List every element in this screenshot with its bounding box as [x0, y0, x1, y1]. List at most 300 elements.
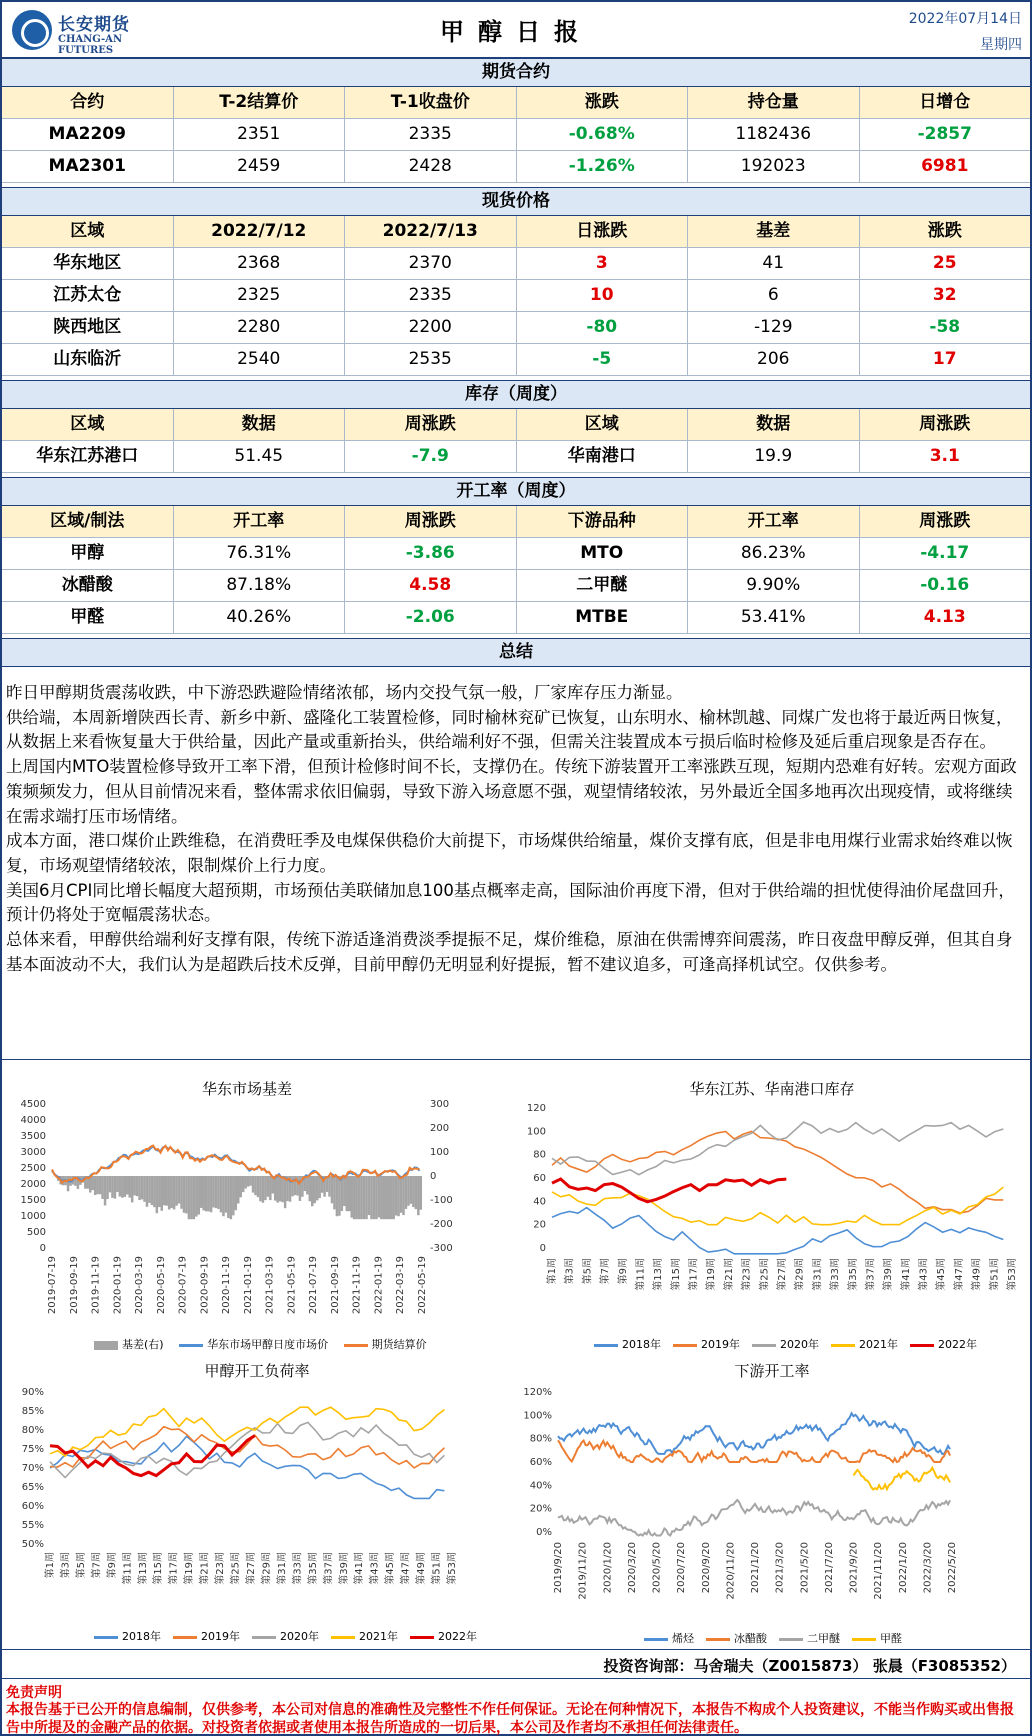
- chart-basis-bar: [259, 1176, 262, 1201]
- futures-row: [2, 151, 1030, 183]
- operating-cell: -4.17: [920, 543, 970, 563]
- summary-paragraph: 成本方面，港口煤价止跌维稳，在消费旺季及电煤保供稳价大前提下，市场煤供给缩量，煤价支撑有底，但是非电用煤行业需求始终难以恢复，市场观望情绪较浓，限制煤价上行力度。: [6, 831, 1013, 875]
- chart-basis-bar: [412, 1176, 415, 1207]
- chart-downstream-y-tick: 20%: [529, 1503, 552, 1515]
- chart-basis-bar: [106, 1176, 109, 1199]
- spot-cell: -80: [517, 312, 689, 343]
- chart-inventory-line: [552, 1187, 1003, 1225]
- chart-basis-y2-tick: -300: [430, 1243, 453, 1254]
- futures-header-cell: 合约: [2, 87, 174, 118]
- chart-basis-y2-tick: 100: [430, 1147, 450, 1158]
- chart-basis-y2-tick: 200: [430, 1123, 450, 1134]
- chart-methanol-x-tick: 第35周: [307, 1552, 319, 1585]
- operating-cell: 76.31%: [174, 538, 346, 569]
- chart-basis-bar: [126, 1176, 129, 1194]
- chart-basis-bar: [215, 1176, 218, 1208]
- disclaimer-title: 免责声明: [6, 1685, 62, 1701]
- spot-cell: 17: [932, 349, 957, 369]
- chart-basis-bar: [183, 1176, 186, 1213]
- futures-cell: -1.26%: [517, 151, 689, 182]
- chart-basis-svg: [12, 1098, 482, 1328]
- chart-basis-bar: [395, 1176, 398, 1216]
- chart-methanol-x-tick: 第7周: [91, 1552, 103, 1579]
- chart-downstream-line: [854, 1468, 951, 1490]
- chart-basis-x-tick: 2019-07-19: [47, 1256, 58, 1315]
- legend-swatch: [831, 1344, 855, 1347]
- chart-downstream-y-tick: 40%: [529, 1480, 552, 1492]
- chart-methanol-x-tick: 第5周: [75, 1552, 87, 1579]
- chart-basis-x-tick: 2021-01-19: [242, 1256, 254, 1315]
- chart-basis-bar: [365, 1176, 368, 1219]
- chart-basis-bar: [420, 1176, 423, 1210]
- chart-methanol-x-tick: 第9周: [106, 1552, 118, 1579]
- chart-basis-bar: [178, 1176, 181, 1204]
- chart-basis-bar: [151, 1176, 154, 1205]
- spot-cell: 25: [932, 253, 957, 273]
- spot-cell: 山东临沂: [2, 344, 174, 375]
- chart-basis-bar: [114, 1176, 117, 1199]
- chart-basis-bar: [138, 1176, 141, 1200]
- chart-downstream-x-tick: 2022/1/20: [897, 1542, 909, 1594]
- report-header: [2, 2, 1030, 58]
- report-date: 2022年07月14日: [908, 11, 1022, 27]
- chart-basis-bar: [341, 1176, 344, 1211]
- chart-methanol-x-tick: 第41周: [354, 1552, 366, 1585]
- spot-header-cell: 2022/7/12: [174, 216, 346, 247]
- disclaimer-body: 本报告基于已公开的信息编制，仅供参考，本公司对信息的准确性及完整性不作任何保证。无论在何种情况下，本报告不构成个人投资建议，不能当作购买或出售报告中所提及的金融产品的依据。对投资者依据或者使用本报告所造成的一切后果，本公司及作者均不承担任何法律责任。: [6, 1702, 1014, 1736]
- summary-paragraph: 供给端，本周新增陕西长青、新乡中新、盛隆化工装置检修，同时榆林兖矿已恢复，山东明水、榆林凯越、同煤广发也将于最近两日恢复，从数据上来看恢复量大于供给量，因此产量或重新抬头，供给端利好不强，但需关注装置成本亏损后临时检修及延后重启现象是否存在。: [6, 707, 1013, 752]
- c4-legend-item: 烯烃: [672, 1632, 694, 1645]
- spot-cell: 41: [688, 248, 860, 279]
- chart-inventory-x-tick: 第19周: [706, 1258, 718, 1291]
- operating-cell: 53.41%: [688, 602, 860, 633]
- chart-inventory-line: [552, 1179, 786, 1202]
- chart-basis-bar: [128, 1176, 131, 1198]
- chart-basis-bar: [156, 1176, 159, 1213]
- chart-methanol-x-tick: 第45周: [385, 1552, 397, 1585]
- c3-legend-item: 2018年: [122, 1630, 161, 1643]
- chart-basis-bar: [370, 1176, 373, 1219]
- chart-downstream-x-tick: 2019/9/20: [553, 1542, 564, 1594]
- chart-basis-y-tick: 3500: [20, 1131, 46, 1142]
- chart-inventory-y-tick: 100: [526, 1126, 546, 1138]
- chart-basis-bar: [331, 1176, 334, 1203]
- inventory-cell: 华南港口: [517, 441, 689, 472]
- operating-cell: MTBE: [517, 602, 689, 633]
- chart-basis-bar: [279, 1176, 282, 1201]
- chart-basis-x-tick: 2020-11-19: [221, 1256, 233, 1315]
- chart-methanol-x-tick: 第31周: [276, 1552, 288, 1585]
- chart-basis-bar: [410, 1176, 413, 1204]
- chart-basis-x-tick: 2019-09-19: [68, 1256, 80, 1315]
- chart-methanol-x-tick: 第33周: [292, 1552, 304, 1585]
- chart-inventory-x-tick: 第31周: [812, 1258, 824, 1291]
- chart-basis-bar: [163, 1176, 166, 1205]
- chart-downstream-rate-legend: [632, 1630, 902, 1646]
- chart-methanol-x-tick: 第29周: [261, 1552, 273, 1585]
- chart-basis-y-tick: 1000: [20, 1211, 46, 1222]
- chart-basis-bar: [131, 1176, 134, 1202]
- chart-inventory-x-tick: 第45周: [936, 1258, 948, 1291]
- chart-basis-bar: [402, 1176, 405, 1215]
- chart-basis-bar: [311, 1176, 314, 1206]
- chart-downstream-x-tick: 2020/5/20: [651, 1542, 663, 1594]
- chart-basis-x-tick: 2021-05-19: [286, 1256, 298, 1315]
- chart-methanol-y-tick: 55%: [21, 1520, 44, 1531]
- c2-legend-item: 2021年: [859, 1338, 898, 1351]
- chart-inventory-x-tick: 第11周: [635, 1258, 647, 1291]
- operating-header-row: [2, 506, 1030, 538]
- legend-futures: 期货结算价: [371, 1338, 427, 1351]
- chart-basis-bar: [217, 1176, 220, 1209]
- chart-basis-bar: [237, 1176, 240, 1203]
- inventory-header-cell: 区域: [517, 409, 689, 440]
- spot-cell: 3: [517, 248, 689, 279]
- chart-basis-bar: [368, 1176, 371, 1215]
- chart-basis-bar: [205, 1176, 208, 1211]
- chart-basis-bar: [188, 1176, 191, 1219]
- c3-legend-item: 2022年: [438, 1630, 477, 1643]
- chart-basis-bar: [343, 1176, 346, 1206]
- spot-cell: -58: [929, 317, 961, 337]
- chart-methanol-x-tick: 第53周: [447, 1552, 458, 1585]
- chart-inventory-line: [552, 1208, 1003, 1254]
- chart-inventory-y-tick: 60: [533, 1173, 546, 1184]
- chart-basis-bar: [153, 1176, 156, 1207]
- chart-basis-bar: [407, 1176, 410, 1206]
- chart-basis-y2-tick: 0: [430, 1171, 437, 1182]
- chart-basis-bar: [225, 1176, 228, 1213]
- chart-basis-y2-tick: 300: [430, 1099, 450, 1110]
- chart-downstream-line: [558, 1500, 950, 1535]
- spot-cell: 10: [517, 280, 689, 311]
- chart-inventory-x-tick: 第41周: [900, 1258, 912, 1291]
- chart-basis-bar: [116, 1176, 119, 1192]
- chart-methanol-x-tick: 第27周: [246, 1552, 257, 1585]
- chart-basis-x-tick: 2020-01-19: [112, 1256, 124, 1315]
- inventory-cell: 华东江苏港口: [2, 441, 174, 472]
- operating-header-cell: 下游品种: [517, 506, 689, 537]
- operating-row: [2, 538, 1030, 570]
- chart-downstream-x-tick: 2020/11/20: [725, 1542, 737, 1600]
- spot-cell: 2335: [345, 280, 517, 311]
- futures-cell: 2428: [345, 151, 517, 182]
- chart-inventory-line: [552, 1122, 1003, 1175]
- chart-basis-legend: [82, 1336, 427, 1352]
- c3-legend-item: 2021年: [359, 1630, 398, 1643]
- chart-basis-bar: [316, 1176, 319, 1200]
- chart-downstream-x-tick: 2021/5/20: [799, 1542, 811, 1594]
- chart-basis-bar: [168, 1176, 171, 1210]
- futures-header-row: [2, 87, 1030, 119]
- chart-basis-bar: [161, 1176, 164, 1211]
- chart-methanol-line: [50, 1436, 444, 1498]
- futures-cell: -2857: [917, 124, 972, 144]
- chart-basis-bar: [96, 1176, 99, 1194]
- legend-swatch: [94, 1636, 118, 1639]
- chart-inventory-x-tick: 第39周: [883, 1258, 895, 1291]
- chart-basis-bar: [333, 1176, 336, 1209]
- chart-inventory-x-tick: 第17周: [688, 1258, 700, 1291]
- chart-basis-bar: [257, 1176, 260, 1197]
- chart-basis-x-tick: 2019-11-19: [90, 1256, 102, 1315]
- operating-row: [2, 570, 1030, 602]
- chart-methanol-x-tick: 第39周: [338, 1552, 350, 1585]
- legend-basis: 基差(右): [122, 1338, 164, 1351]
- futures-cell: -0.68%: [517, 119, 689, 150]
- operating-cell: 冰醋酸: [2, 570, 174, 601]
- legend-swatch: [644, 1638, 668, 1641]
- report-weekday: 星期四: [980, 37, 1022, 53]
- chart-basis-bar: [180, 1176, 183, 1209]
- chart-methanol-x-tick: 第3周: [60, 1552, 72, 1579]
- c2-legend-item: 2020年: [780, 1338, 819, 1351]
- inventory-cell: 51.45: [174, 441, 346, 472]
- spot-cell: 2540: [174, 344, 346, 375]
- chart-downstream-x-tick: 2020/9/20: [700, 1542, 712, 1594]
- chart-basis-bar: [94, 1176, 97, 1195]
- operating-band: 开工率（周度）: [2, 477, 1030, 506]
- operating-header-cell: 周涨跌: [919, 511, 971, 531]
- operating-cell: 87.18%: [174, 570, 346, 601]
- chart-basis-bar: [148, 1176, 151, 1203]
- chart-basis-bar: [291, 1176, 294, 1196]
- chart-basis-y2-tick: -200: [430, 1219, 453, 1230]
- chart-methanol-x-tick: 第23周: [215, 1552, 227, 1585]
- chart-basis-bar: [373, 1176, 376, 1219]
- chart-downstream-x-tick: 2021/7/20: [823, 1542, 835, 1594]
- legend-swatch: [410, 1636, 434, 1639]
- chart-basis-bar: [111, 1176, 114, 1198]
- chart-downstream-x-tick: 2021/9/20: [848, 1542, 860, 1594]
- chart-basis-bar: [67, 1176, 70, 1191]
- chart-methanol-x-tick: 第19周: [184, 1552, 196, 1585]
- chart-basis-bar: [360, 1176, 363, 1219]
- chart-downstream-x-tick: 2019/11/20: [577, 1542, 589, 1600]
- chart-basis-y-tick: 2500: [20, 1163, 46, 1174]
- chart-basis-bar: [232, 1176, 235, 1215]
- operating-cell: 9.90%: [688, 570, 860, 601]
- legend-swatch: [594, 1344, 618, 1347]
- chart-basis-bar: [173, 1176, 176, 1209]
- chart-basis-x-tick: 2021-03-19: [264, 1256, 276, 1315]
- c2-legend-item: 2018年: [622, 1338, 661, 1351]
- inventory-cell: 3.1: [929, 446, 960, 466]
- chart-basis-bar: [380, 1176, 383, 1219]
- operating-cell: MTO: [517, 538, 689, 569]
- chart-basis-bar: [355, 1176, 358, 1219]
- chart-basis-x-tick: 2020-03-19: [134, 1256, 146, 1315]
- chart-methanol-rate-title: 甲醇开工负荷率: [204, 1362, 310, 1380]
- chart-downstream-y-tick: 120%: [523, 1387, 552, 1398]
- chart-inventory-svg: [522, 1098, 1022, 1328]
- futures-band: 期货合约: [2, 58, 1030, 87]
- chart-basis-bar: [124, 1176, 127, 1197]
- chart-basis-bar: [239, 1176, 242, 1197]
- chart-basis-bar: [244, 1176, 247, 1189]
- chart-methanol-rate-svg: [12, 1382, 502, 1622]
- chart-inventory-x-tick: 第47周: [953, 1258, 965, 1291]
- chart-basis-bar: [276, 1176, 279, 1203]
- chart-basis-bar: [170, 1176, 173, 1208]
- footer-divider: [2, 1649, 1030, 1650]
- chart-basis-bar: [338, 1176, 341, 1216]
- report-title: 甲醇日报: [440, 18, 592, 46]
- chart-basis-bar: [220, 1176, 223, 1212]
- chart-methanol-y-tick: 80%: [21, 1425, 44, 1436]
- chart-methanol-y-tick: 50%: [21, 1539, 44, 1550]
- chart-inventory: [522, 1078, 1022, 1358]
- legend-swatch: [706, 1638, 730, 1641]
- chart-basis-y-tick: 4500: [20, 1099, 46, 1110]
- chart-methanol-line: [50, 1407, 444, 1456]
- chart-basis-bar: [242, 1176, 245, 1192]
- chart-basis-bar: [254, 1176, 257, 1195]
- chart-basis-bar: [207, 1176, 210, 1211]
- chart-basis-x-tick: 2022-05-19: [417, 1256, 428, 1315]
- chart-methanol-x-tick: 第21周: [199, 1552, 211, 1585]
- chart-basis-bar: [309, 1176, 312, 1201]
- legend-swatch: [252, 1636, 276, 1639]
- chart-inventory-x-tick: 第27周: [777, 1258, 788, 1291]
- chart-methanol-rate-legend: [82, 1628, 477, 1644]
- operating-header-cell: 区域/制法: [2, 506, 174, 537]
- operating-header-cell: 开工率: [174, 506, 346, 537]
- chart-inventory-x-tick: 第37周: [865, 1258, 877, 1291]
- chart-downstream-y-tick: 80%: [529, 1433, 552, 1445]
- chart-inventory-x-tick: 第15周: [670, 1258, 682, 1291]
- chart-downstream-y-tick: 60%: [529, 1457, 552, 1468]
- c2-legend-item: 2022年: [938, 1338, 977, 1351]
- operating-header-cell: 周涨跌: [345, 506, 517, 537]
- c3-legend-item: 2020年: [280, 1630, 319, 1643]
- spot-cell: 2535: [345, 344, 517, 375]
- futures-cell: MA2209: [2, 119, 174, 150]
- chart-basis-bar: [141, 1176, 144, 1199]
- operating-cell: 4.13: [923, 607, 966, 627]
- inventory-header-cell: 数据: [688, 409, 860, 440]
- chart-basis-bar: [390, 1176, 393, 1219]
- chart-methanol-x-tick: 第51周: [431, 1552, 443, 1585]
- c4-legend-item: 甲醛: [880, 1632, 902, 1645]
- chart-basis-bar: [247, 1176, 250, 1187]
- inventory-row: [2, 441, 1030, 473]
- spot-cell: 2200: [345, 312, 517, 343]
- chart-basis-bar: [336, 1176, 339, 1216]
- spot-row: [2, 344, 1030, 376]
- chart-downstream-x-tick: 2020/7/20: [676, 1542, 688, 1594]
- chart-inventory-x-tick: 第25周: [759, 1258, 771, 1291]
- futures-cell: 192023: [688, 151, 860, 182]
- futures-row: [2, 119, 1030, 151]
- chart-basis-bar: [387, 1176, 390, 1219]
- chart-inventory-x-tick: 第13周: [653, 1258, 665, 1291]
- chart-basis-bar: [417, 1176, 420, 1215]
- chart-downstream-rate-svg: [522, 1382, 1022, 1622]
- spot-header-cell: 涨跌: [927, 221, 962, 241]
- chart-basis-bar: [104, 1176, 107, 1205]
- operating-cell: 二甲醚: [517, 570, 689, 601]
- chart-basis-bar: [269, 1176, 272, 1200]
- chart-downstream-x-tick: 2021/1/20: [750, 1542, 761, 1594]
- legend-swatch: [673, 1344, 697, 1347]
- chart-downstream-x-tick: 2020/3/20: [626, 1542, 638, 1594]
- operating-cell: -2.06: [345, 602, 517, 633]
- chart-basis-y2-tick: -100: [430, 1195, 453, 1206]
- chart-basis-bar: [378, 1176, 381, 1217]
- chart-downstream-x-tick: 2022/3/20: [922, 1542, 934, 1594]
- futures-header-cell: T-1收盘价: [345, 87, 517, 118]
- chart-downstream-rate-title: 下游开工率: [734, 1362, 810, 1380]
- spot-band: 现货价格: [2, 187, 1030, 216]
- chart-inventory-legend: [582, 1336, 977, 1352]
- chart-basis-x-tick: 2022-03-19: [395, 1256, 407, 1315]
- chart-basis-bar: [175, 1176, 178, 1206]
- futures-cell: 2459: [174, 151, 346, 182]
- chart-methanol-x-tick: 第1周: [45, 1552, 56, 1579]
- chart-inventory-y-tick: 80: [533, 1149, 546, 1161]
- chart-basis-bar: [193, 1176, 196, 1219]
- chart-inventory-x-tick: 第7周: [600, 1258, 612, 1285]
- chart-basis-bar: [313, 1176, 316, 1203]
- chart-downstream-x-tick: 2020/1/20: [602, 1542, 614, 1594]
- chart-basis-bar: [185, 1176, 188, 1213]
- chart-basis-bar: [121, 1176, 124, 1198]
- chart-basis-bar: [375, 1176, 378, 1219]
- inventory-header-cell: 周涨跌: [345, 409, 517, 440]
- spot-header-cell: 日涨跌: [517, 216, 689, 247]
- chart-basis-x-tick: 2020-07-19: [177, 1256, 189, 1315]
- futures-header-cell: 日增仓: [919, 92, 971, 112]
- chart-basis-bar: [133, 1176, 136, 1195]
- futures-header-cell: T-2结算价: [174, 87, 346, 118]
- spot-cell: 2325: [174, 280, 346, 311]
- chart-inventory-y-tick: 40: [533, 1196, 546, 1208]
- legend-swatch: [852, 1638, 876, 1641]
- chart-methanol-x-tick: 第47周: [400, 1552, 412, 1585]
- chart-basis-bar: [143, 1176, 146, 1202]
- summary-band: 总结: [2, 638, 1030, 667]
- futures-header-cell: 涨跌: [517, 87, 689, 118]
- inventory-cell: -7.9: [345, 441, 517, 472]
- chart-basis-x-tick: 2022-01-19: [373, 1256, 385, 1315]
- spot-cell: 6: [688, 280, 860, 311]
- chart-basis-x-tick: 2020-09-19: [199, 1256, 211, 1315]
- operating-cell: 4.58: [345, 570, 517, 601]
- futures-cell: 2335: [345, 119, 517, 150]
- chart-basis-x-tick: 2021-11-19: [351, 1256, 363, 1315]
- c4-legend-item: 冰醋酸: [734, 1632, 767, 1645]
- spot-cell: -5: [517, 344, 689, 375]
- chart-basis-bar: [385, 1176, 388, 1219]
- chart-methanol-y-tick: 60%: [21, 1501, 44, 1512]
- chart-inventory-x-tick: 第51周: [989, 1258, 1001, 1291]
- chart-basis-bar: [346, 1176, 349, 1211]
- chart-methanol-x-tick: 第11周: [122, 1552, 134, 1585]
- chart-basis-bar: [222, 1176, 225, 1216]
- chart-basis-bar: [350, 1176, 353, 1218]
- chart-methanol-y-tick: 75%: [21, 1444, 44, 1455]
- chart-basis-x-tick: 2020-05-19: [155, 1256, 167, 1315]
- chart-basis-x-tick: 2021-07-19: [308, 1256, 320, 1315]
- chart-basis-y-tick: 500: [26, 1227, 46, 1238]
- operating-cell: 甲醇: [2, 538, 174, 569]
- chart-inventory-x-tick: 第3周: [564, 1258, 576, 1285]
- chart-basis-bar: [405, 1176, 408, 1209]
- futures-cell: 2351: [174, 119, 346, 150]
- chart-basis-bar: [318, 1176, 321, 1198]
- legend-swatch: [173, 1636, 197, 1639]
